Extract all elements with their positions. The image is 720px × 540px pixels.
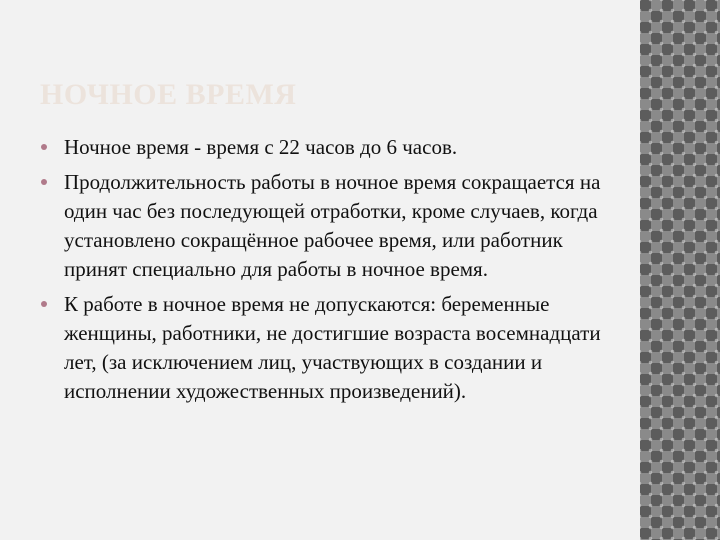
bullet-text: К работе в ночное время не допускаются: беременные женщины, работники, не достигшие возраста восемнадцати лет, (за исключением лиц, участвующих в создании и исполнении художественных произведений). [64, 292, 601, 403]
bullet-text: Ночное время - время с 22 часов до 6 часов. [64, 135, 458, 159]
bullet-text: Продолжительность работы в ночное время сокращается на один час без последующей отработки, кроме случаев, когда установлено сокращённое рабочее время, или работник принят специально для работы в ночное время. [64, 170, 601, 281]
bullet-dot-icon [41, 179, 47, 185]
bullet-item [40, 290, 620, 406]
bullet-dot-icon [41, 301, 47, 307]
bullet-item [40, 133, 620, 162]
bullet-list [40, 133, 620, 412]
bullet-item [40, 168, 620, 284]
decorative-pattern-bar [640, 0, 720, 540]
slide-title: НОЧНОЕ ВРЕМЯ [40, 78, 297, 111]
bullet-dot-icon [41, 144, 47, 150]
